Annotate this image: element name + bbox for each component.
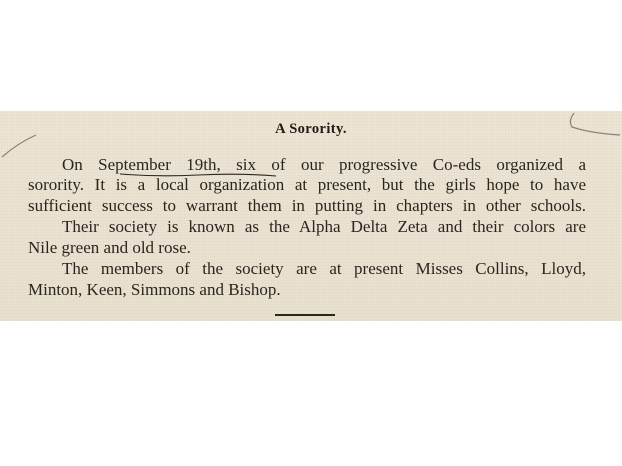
section-divider — [275, 314, 335, 316]
paragraph-3-line-1: The members of the society are at present Misses Collins, Lloyd, — [62, 259, 586, 278]
paragraph-1-line-3: sufficient success to warrant them in putting in chapters in other schools. — [28, 196, 586, 215]
paragraph-1-line-2: sorority. It is a local organization at present, but the girls hope to have — [28, 175, 586, 194]
paragraph-2-line-2: Nile green and old rose. — [28, 238, 191, 257]
paragraph-3-line-2: Minton, Keen, Simmons and Bishop. — [28, 280, 281, 299]
paragraph-2-line-1: Their society is known as the Alpha Delta Zeta and their colors are — [62, 217, 586, 236]
article-title: A Sorority. — [275, 121, 347, 137]
scanned-document — [0, 111, 622, 321]
paragraph-1-line-1: On September 19th, six of our progressive Co-eds organized a — [62, 155, 586, 174]
